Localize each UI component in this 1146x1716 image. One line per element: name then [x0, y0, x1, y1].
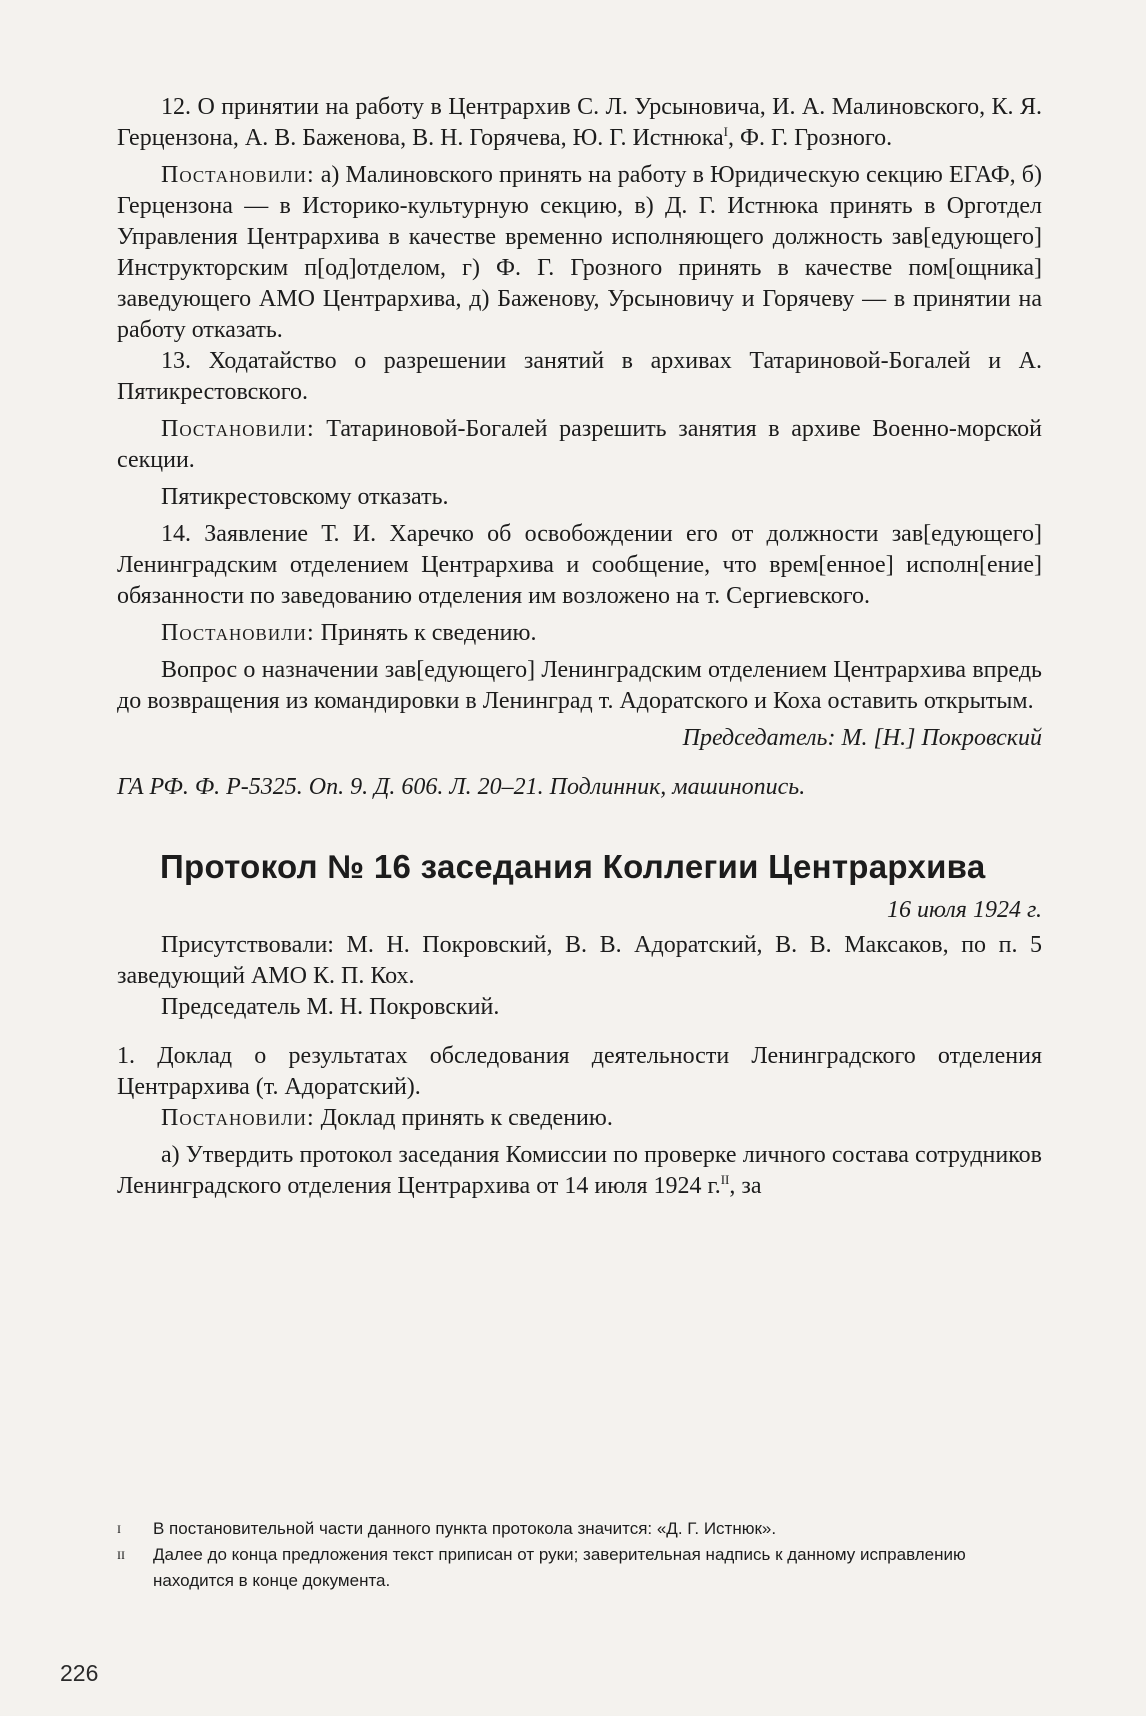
- protocol-item-1: 1. Доклад о результатах обследования деятельности Ленинградского отделения Центрархива (т. Адоратский).: [117, 1043, 1042, 1100]
- protocol-resolution-1a-end: , за: [729, 1173, 762, 1199]
- item-12-text: 12. О принятии на работу в Центрархив С. Л. Урсыновича, И. А. Малиновского, К. Я. Герцензона, А. В. Баженова, В. Н. Горячева, Ю. Г. Истнюка: [117, 94, 1042, 151]
- resolution-12: [117, 160, 1042, 346]
- resolution-13-cont: Пятикрестовскому отказать.: [161, 484, 449, 510]
- main-text: [0, 92, 1146, 1202]
- chairman: Председатель М. Н. Покровский.: [161, 994, 500, 1020]
- footnote-mark: I: [117, 1522, 121, 1536]
- resolution-12-text: а) Малиновского принять на работу в Юридическую секцию ЕГАФ, б) Герцензона — в Историко-культурную секцию, в) Д. Г. Истнюка принять в Орготдел Управления Центрархива в качестве временно исполняющего должность зав[едующего] Инструкторским п[од]отделом, г) Ф. Г. Грозного принять в качестве пом[ощника] заведующего АМО Центрархива, д) Баженову, Урсыновичу и Горячеву — в принятии на работу отказать.: [117, 162, 1042, 343]
- item-12-text-end: , Ф. Г. Грозного.: [728, 125, 893, 151]
- protocol-resolution-1a: [117, 1140, 1042, 1202]
- resolution-14-cont: Вопрос о назначении зав[едующего] Ленинградским отделением Центрархива впредь до возвращения из командировки в Ленинград т. Адоратского и Коха оставить открытым.: [117, 657, 1042, 714]
- chairman-signature: Председатель: М. [Н.] Покровский: [682, 725, 1042, 751]
- footnote: [117, 1542, 1042, 1594]
- resolution-13: [117, 414, 1042, 476]
- resolution-label: Постановили:: [161, 620, 315, 646]
- protocol-title: Протокол № 16 заседания Коллегии Центрархива: [160, 848, 986, 885]
- resolution-label: Постановили:: [161, 162, 315, 188]
- protocol-date: 16 июля 1924 г.: [887, 897, 1042, 923]
- resolution-13-text: Татариновой-Богалей разрешить занятия в архиве Военно-морской секции.: [117, 416, 1042, 473]
- archive-reference: ГА РФ. Ф. Р-5325. Оп. 9. Д. 606. Л. 20–21. Подлинник, машинопись.: [117, 774, 806, 800]
- footnotes: [0, 1516, 1146, 1594]
- protocol-resolution-1a-text: а) Утвердить протокол заседания Комиссии по проверке личного состава сотрудников Ленинградского отделения Центрархива от 14 июля 1924 г.: [117, 1142, 1042, 1199]
- resolution-14-text: Принять к сведению.: [314, 620, 537, 646]
- page-number: 226: [60, 1660, 99, 1686]
- attendees: Присутствовали: М. Н. Покровский, В. В. Адоратский, В. В. Максаков, по п. 5 заведующий АМО К. П. Кох.: [117, 932, 1042, 989]
- footnote-mark: II: [117, 1548, 125, 1562]
- item-14: 14. Заявление Т. И. Харечко об освобождении его от должности зав[едующего] Ленинградским отделением Центрархива и сообщение, что врем[енное] исполн[ение] обязанности по заведованию отделения им возложено на т. Сергиевского.: [117, 521, 1042, 609]
- resolution-label: Постановили:: [161, 416, 315, 442]
- protocol-resolution-1: [117, 1103, 1042, 1134]
- footnote-text: Далее до конца предложения текст приписан от руки; заверительная надпись к данному исправлению находится в конце документа.: [153, 1545, 966, 1590]
- protocol-resolution-1-text: Доклад принять к сведению.: [314, 1105, 613, 1131]
- resolution-label: Постановили:: [161, 1105, 315, 1131]
- footnote: [117, 1516, 1042, 1542]
- footnote-ref-1: I: [723, 124, 728, 139]
- item-13: 13. Ходатайство о разрешении занятий в архивах Татариновой-Богалей и А. Пятикрестовского.: [117, 348, 1042, 405]
- footnote-text: В постановительной части данного пункта протокола значится: «Д. Г. Истнюк».: [153, 1519, 777, 1538]
- item-12: [117, 92, 1042, 154]
- footnote-ref-2: II: [720, 1172, 730, 1187]
- resolution-14: [117, 618, 1042, 649]
